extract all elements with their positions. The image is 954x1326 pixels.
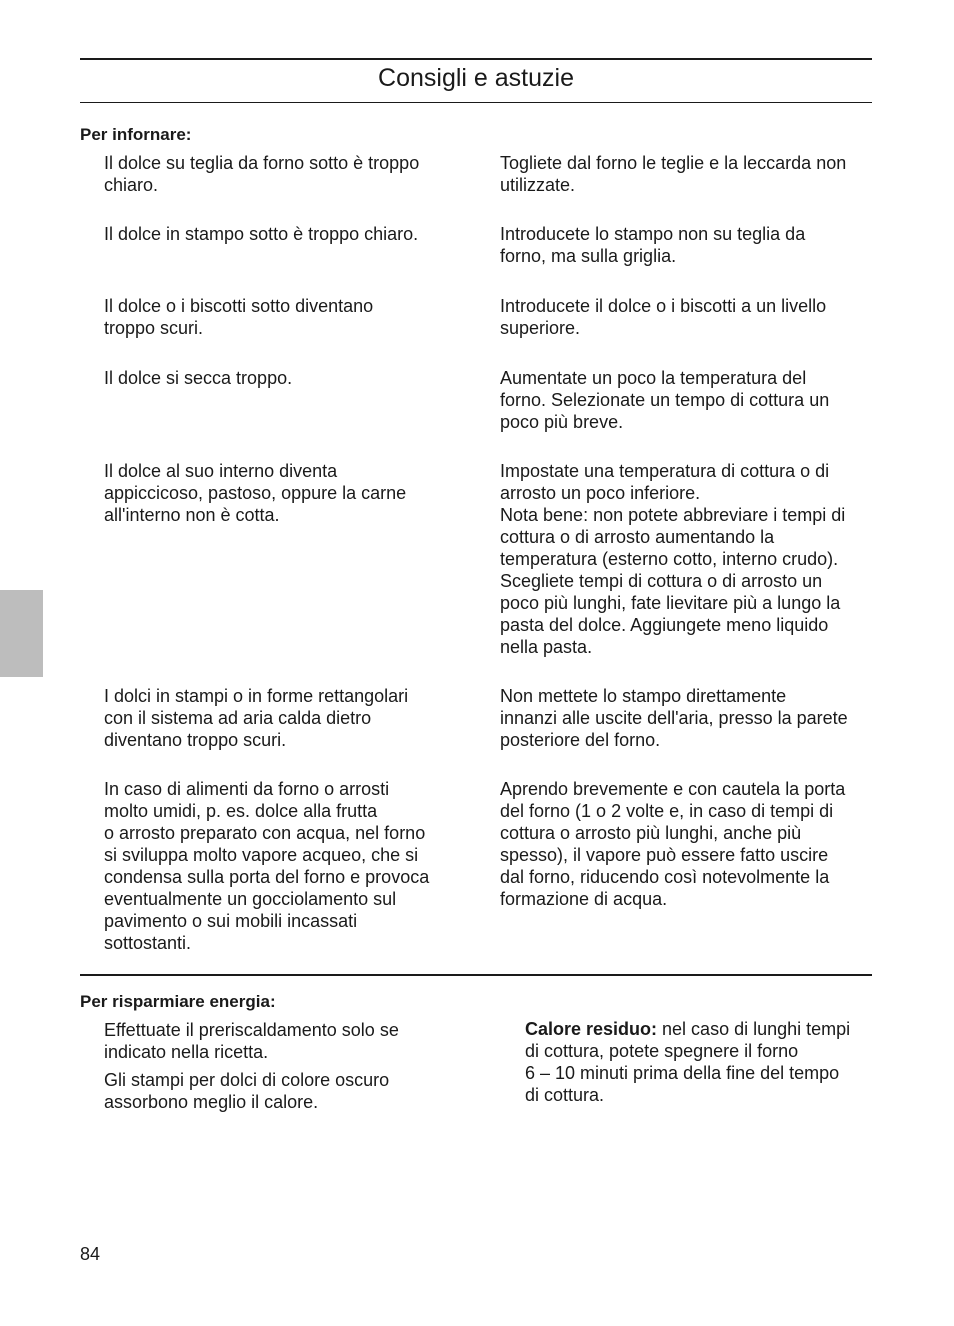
energy-tip: Effettuate il preriscaldamento solo se indicato nella ricetta. <box>104 1020 399 1062</box>
problem-text: Il dolce in stampo sotto è troppo chiaro. <box>104 224 419 244</box>
residual-heat-tip <box>525 1018 885 1106</box>
remedy-text: Togliete dal forno le teglie e la leccarda non utilizzate. <box>500 153 847 195</box>
title-underline <box>80 102 872 103</box>
remedy-text: Introducete lo stampo non su teglia da forno, ma sulla griglia. <box>500 224 806 266</box>
page-number: 84 <box>80 1244 101 1264</box>
energy-tip: Gli stampi per dolci di colore oscuro assorbono meglio il calore. <box>104 1070 390 1112</box>
remedy-text: Non mettete lo stampo direttamente innanzi alle uscite dell'aria, presso la parete posteriore del forno. <box>500 686 848 750</box>
problem-text: In caso di alimenti da forno o arrosti molto umidi, p. es. dolce alla frutta o arrosto preparato con acqua, nel forno si sviluppa molto vapore acqueo, che si condensa sulla porta del forno e provoca eventualmente un gocciolamento sul pavimento o sui mobili incassati sottostanti. <box>104 779 430 953</box>
problem-text: Il dolce su teglia da forno sotto è troppo chiaro. <box>104 153 420 195</box>
problem-text: Il dolce si secca troppo. <box>104 368 293 388</box>
residual-heat-label: Calore residuo: <box>525 1019 658 1039</box>
remedy-text: Impostate una temperatura di cottura o di arrosto un poco inferiore. Nota bene: non potete abbreviare i tempi di cottura o di arrosto aumentando la temperatura (esterno cotto, interno crudo). Scegliete tempi di cottura o di arrosto un poco più lunghi, fate lievitare più a lungo la pasta del dolce. Aggiungete meno liquido nella pasta. <box>500 461 846 657</box>
problem-text: Il dolce o i biscotti sotto diventano troppo scuri. <box>104 296 374 338</box>
remedy-text: Aumentate un poco la temperatura del forno. Selezionate un tempo di cottura un poco più breve. <box>500 368 830 432</box>
remedy-text: Aprendo brevemente e con cautela la porta del forno (1 o 2 volte e, in caso di tempi di cottura o arrosto più lunghi, anche più spesso), il vapore può essere fatto uscire dal forno, riducendo così notevolmente la formazione di acqua. <box>500 779 846 909</box>
top-rule <box>80 58 872 60</box>
page-title: Consigli e astuzie <box>378 64 574 92</box>
chapter-tab-marker <box>0 590 43 677</box>
problem-text: Il dolce al suo interno diventa appiccicoso, pastoso, oppure la carne all'interno non è cotta. <box>104 461 407 525</box>
residual-heat-text: nel caso di lunghi tempi di cottura, potete spegnere il forno 6 – 10 minuti prima della fine del tempo di cottura. <box>525 1019 851 1105</box>
baking-heading: Per infornare: <box>80 125 192 144</box>
remedy-text: Introducete il dolce o i biscotti a un livello superiore. <box>500 296 827 338</box>
section-divider <box>80 974 872 976</box>
energy-heading: Per risparmiare energia: <box>80 992 276 1011</box>
problem-text: I dolci in stampi o in forme rettangolari con il sistema ad aria calda dietro diventano troppo scuri. <box>104 686 409 750</box>
